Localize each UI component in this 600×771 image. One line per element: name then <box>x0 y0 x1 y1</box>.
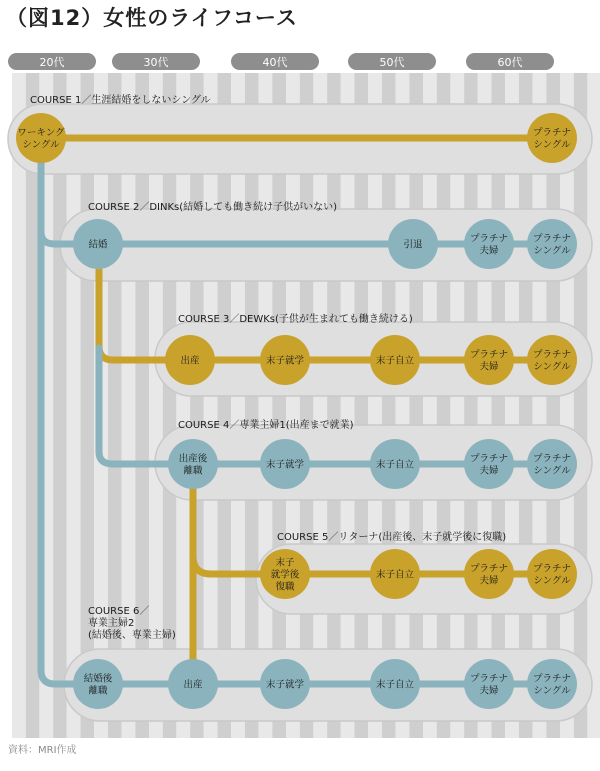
node-label: 末子自立 <box>375 355 415 367</box>
node-label: 末子自立 <box>375 679 415 691</box>
node-label: 末子就学 <box>265 355 305 367</box>
node-c4-quit <box>168 439 218 489</box>
course-label: COURSE 6／ <box>88 606 150 617</box>
page-title: （図12）女性のライフコース <box>6 6 298 30</box>
course-label: COURSE 1／生涯結婚をしないシングル <box>30 95 211 106</box>
course-label: COURSE 5／リターナ(出産後、末子就学後に復職) <box>277 532 507 543</box>
node-label: シングル <box>533 685 571 697</box>
node-label: シングル <box>533 139 571 151</box>
background-stripe <box>587 73 600 738</box>
node-label: ワーキング <box>17 127 65 139</box>
node-c6-indep <box>370 659 420 709</box>
node-c4-couple <box>464 439 514 489</box>
node-label: プラチナ <box>532 233 572 245</box>
node-label: プラチナ <box>532 349 572 361</box>
node-c5-return <box>260 549 310 599</box>
node-label: 引退 <box>403 239 423 251</box>
source-note: 資料：MRI作成 <box>8 745 77 756</box>
background-stripe <box>574 73 588 738</box>
node-label: プラチナ <box>532 127 572 139</box>
course-label: COURSE 4／専業主婦1(出産まで就業) <box>178 420 354 431</box>
node-label: プラチナ <box>469 233 509 245</box>
decade-label: 60代 <box>497 56 523 69</box>
decade-label: 20代 <box>39 56 65 69</box>
node-label: シングル <box>533 575 571 587</box>
node-label: 出産 <box>180 355 200 367</box>
node-label: 復職 <box>275 581 295 593</box>
node-c2-single <box>527 219 577 269</box>
node-c2-retire <box>388 219 438 269</box>
node-c6-couple <box>464 659 514 709</box>
node-c3-couple <box>464 335 514 385</box>
node-label: プラチナ <box>469 453 509 465</box>
node-c2-marry <box>73 219 123 269</box>
node-label: 出産 <box>183 679 203 691</box>
node-c4-indep <box>370 439 420 489</box>
node-label: 出産後 <box>178 453 208 465</box>
node-label: 末子就学 <box>265 679 305 691</box>
node-c6-single <box>527 659 577 709</box>
course-label: COURSE 2／DINKs(結婚しても働き続け子供がいない) <box>88 202 338 213</box>
node-label: 離職 <box>88 685 108 697</box>
node-label: 夫婦 <box>479 465 499 477</box>
decade-header <box>466 53 554 70</box>
node-c5-single <box>527 549 577 599</box>
node-label: 末子就学 <box>265 459 305 471</box>
node-label: 夫婦 <box>479 685 499 697</box>
decade-header-row <box>8 53 554 70</box>
node-label: シングル <box>533 245 571 257</box>
node-label: 離職 <box>183 465 203 477</box>
node-label: 夫婦 <box>479 245 499 257</box>
decade-label: 40代 <box>262 56 288 69</box>
node-label: 末子自立 <box>375 459 415 471</box>
node-c1-end <box>527 113 577 163</box>
node-label: 結婚後 <box>83 673 113 685</box>
node-c3-birth <box>165 335 215 385</box>
node-c1-start <box>16 113 66 163</box>
node-c5-indep <box>370 549 420 599</box>
node-c6-quit <box>73 659 123 709</box>
course-label: 専業主婦2 <box>88 618 135 629</box>
node-label: 結婚 <box>88 239 108 251</box>
node-c3-school <box>260 335 310 385</box>
node-label: シングル <box>533 465 571 477</box>
decade-header <box>348 53 436 70</box>
course-label: COURSE 3／DEWKs(子供が生まれても働き続ける) <box>178 314 413 325</box>
background-stripe <box>12 73 26 738</box>
node-label: プラチナ <box>469 349 509 361</box>
node-c5-couple <box>464 549 514 599</box>
node-label: プラチナ <box>469 563 509 575</box>
course-label: (結婚後、専業主婦) <box>88 630 176 641</box>
node-label: プラチナ <box>532 673 572 685</box>
decade-header <box>231 53 319 70</box>
decade-label: 50代 <box>379 56 405 69</box>
decade-label: 30代 <box>143 56 169 69</box>
node-c3-indep <box>370 335 420 385</box>
decade-header <box>112 53 200 70</box>
node-label: プラチナ <box>532 453 572 465</box>
node-c4-single <box>527 439 577 489</box>
node-label: シングル <box>22 139 60 151</box>
node-label: 末子自立 <box>375 569 415 581</box>
node-label: シングル <box>533 361 571 373</box>
node-label: 就学後 <box>270 569 300 581</box>
node-label: 夫婦 <box>479 575 499 587</box>
node-c4-school <box>260 439 310 489</box>
node-label: 夫婦 <box>479 361 499 373</box>
node-c6-birth <box>168 659 218 709</box>
node-c2-couple <box>464 219 514 269</box>
node-label: プラチナ <box>532 563 572 575</box>
node-label: 末子 <box>275 557 295 569</box>
node-c3-single <box>527 335 577 385</box>
node-c6-school <box>260 659 310 709</box>
node-label: プラチナ <box>469 673 509 685</box>
decade-header <box>8 53 96 70</box>
